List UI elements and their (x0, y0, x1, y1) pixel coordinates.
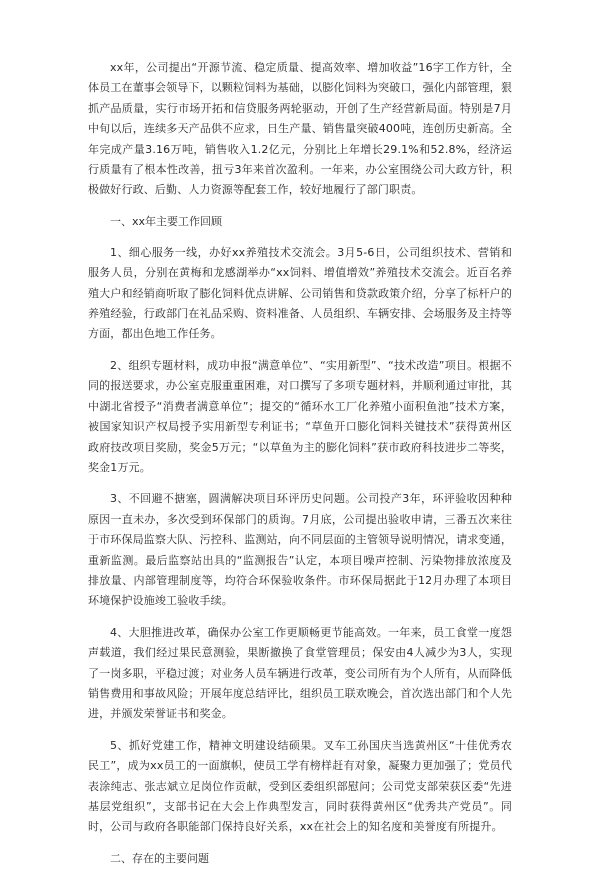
paragraph-item-2: 2、组织专题材料，成功申报“满意单位”、“实用新型”、“技术改造”项目。根据不同的报送要求，办公室克服重重困难，对口撰写了多项专题材料，并顺利通过审批，其中湖北省授予“消费者满意单位”；提交的“循环水工厂化养殖小面积鱼池”技术方案，被国家知识产权局授予实用新型专利证书；“草鱼开口膨化饲料关键技术”获得黄州区政府技改项目奖励，奖金5万元；“以草鱼为主的膨化饲料”获市政府科技进步二等奖，奖金1万元。 (88, 358, 512, 474)
intro-paragraph: xx年，公司提出“开源节流、稳定质量、提高效率、增加收益”16字工作方针，全体员工在董事会领导下，以颗粒饲料为基础，以膨化饲料为突破口，强化内部管理，狠抓产品质量，实行市场开拓和信贷服务两轮驱动，开创了生产经营新局面。特别是7月中旬以后，连续多天产品供不应求，日生产量、销售量突破400吨，连创历史新高。全年完成产量3.16万吨，销售收入1.2亿元，分别比上年增长29.1%和52.8%，经济运行质量有了根本性改善，扭亏3年来首次盈利。一年来，办公室围绕公司大政方针，积极做好行政、后勤、人力资源等配套工作，较好地履行了部门职责。 (88, 61, 512, 197)
paragraph-item-3: 3、不回避不搪塞，圆满解决项目环评历史问题。公司投产3年，环评验收因种种原因一直未办，多次受到环保部门的质询。7月底，公司提出验收申请，三番五次来往于市环保局监察大队、污控科、监测站，向不同层面的主管领导说明情况，请求变通，重新监测。最后监察站出具的“监测报告”认定，本项目噪声控制、污染物排放浓度及排放量、内部管理制度等，均符合环保验收条件。市环保局据此于12月办理了本项目环境保护设施竣工验收手续。 (88, 492, 512, 608)
paragraph-item-4: 4、大胆推进改革，确保办公室工作更顺畅更节能高效。一年来，员工食堂一度怨声载道，我们经过果民意测验，果断撤换了食堂管理员；保安由4人减少为3人，实现了一岗多职，平稳过渡；对业务人员车辆进行改革，变公司所有为个人所有，从而降低销售费用和事故风险；开展年度总结评比，组织员工联欢晚会，首次选出部门和个人先进，并颁发荣誉证书和奖金。 (88, 625, 512, 721)
document-body (88, 58, 512, 880)
section-heading-review: 一、xx年主要工作回顾 (110, 214, 223, 228)
paragraph-item-1: 1、细心服务一线，办好xx养殖技术交流会。3月5-6日，公司组织技术、营销和服务人员，分别在黄梅和龙感湖举办“xx饲料、增值增效”养殖技术交流会。近百名养殖大户和经销商听取了膨化饲料优点讲解、公司销售和贷款政策介绍，分享了标杆户的养殖经验，行政部门在礼品采购、资料准备、人员组织、车辆安排、会场服务及主持等方面，都出色地工作任务。 (88, 245, 512, 341)
paragraph-item-5: 5、抓好党建工作，精神文明建设结硕果。叉车工孙国庆当选黄州区“十佳优秀农民工”，成为xx员工的一面旗帜，使员工学有榜样赶有对象，凝聚力更加强了；党员代表涂纯志、张志斌立足岗位作贡献，受到区委组织部慰问；公司党支部荣获区委“先进基层党组织”，支部书记在大会上作典型发言，同时获得黄州区“优秀共产党员”。同时，公司与政府各职能部门保持良好关系，xx在社会上的知名度和美誉度有所提升。 (88, 738, 512, 834)
section-heading-problems: 二、存在的主要问题 (110, 851, 209, 865)
